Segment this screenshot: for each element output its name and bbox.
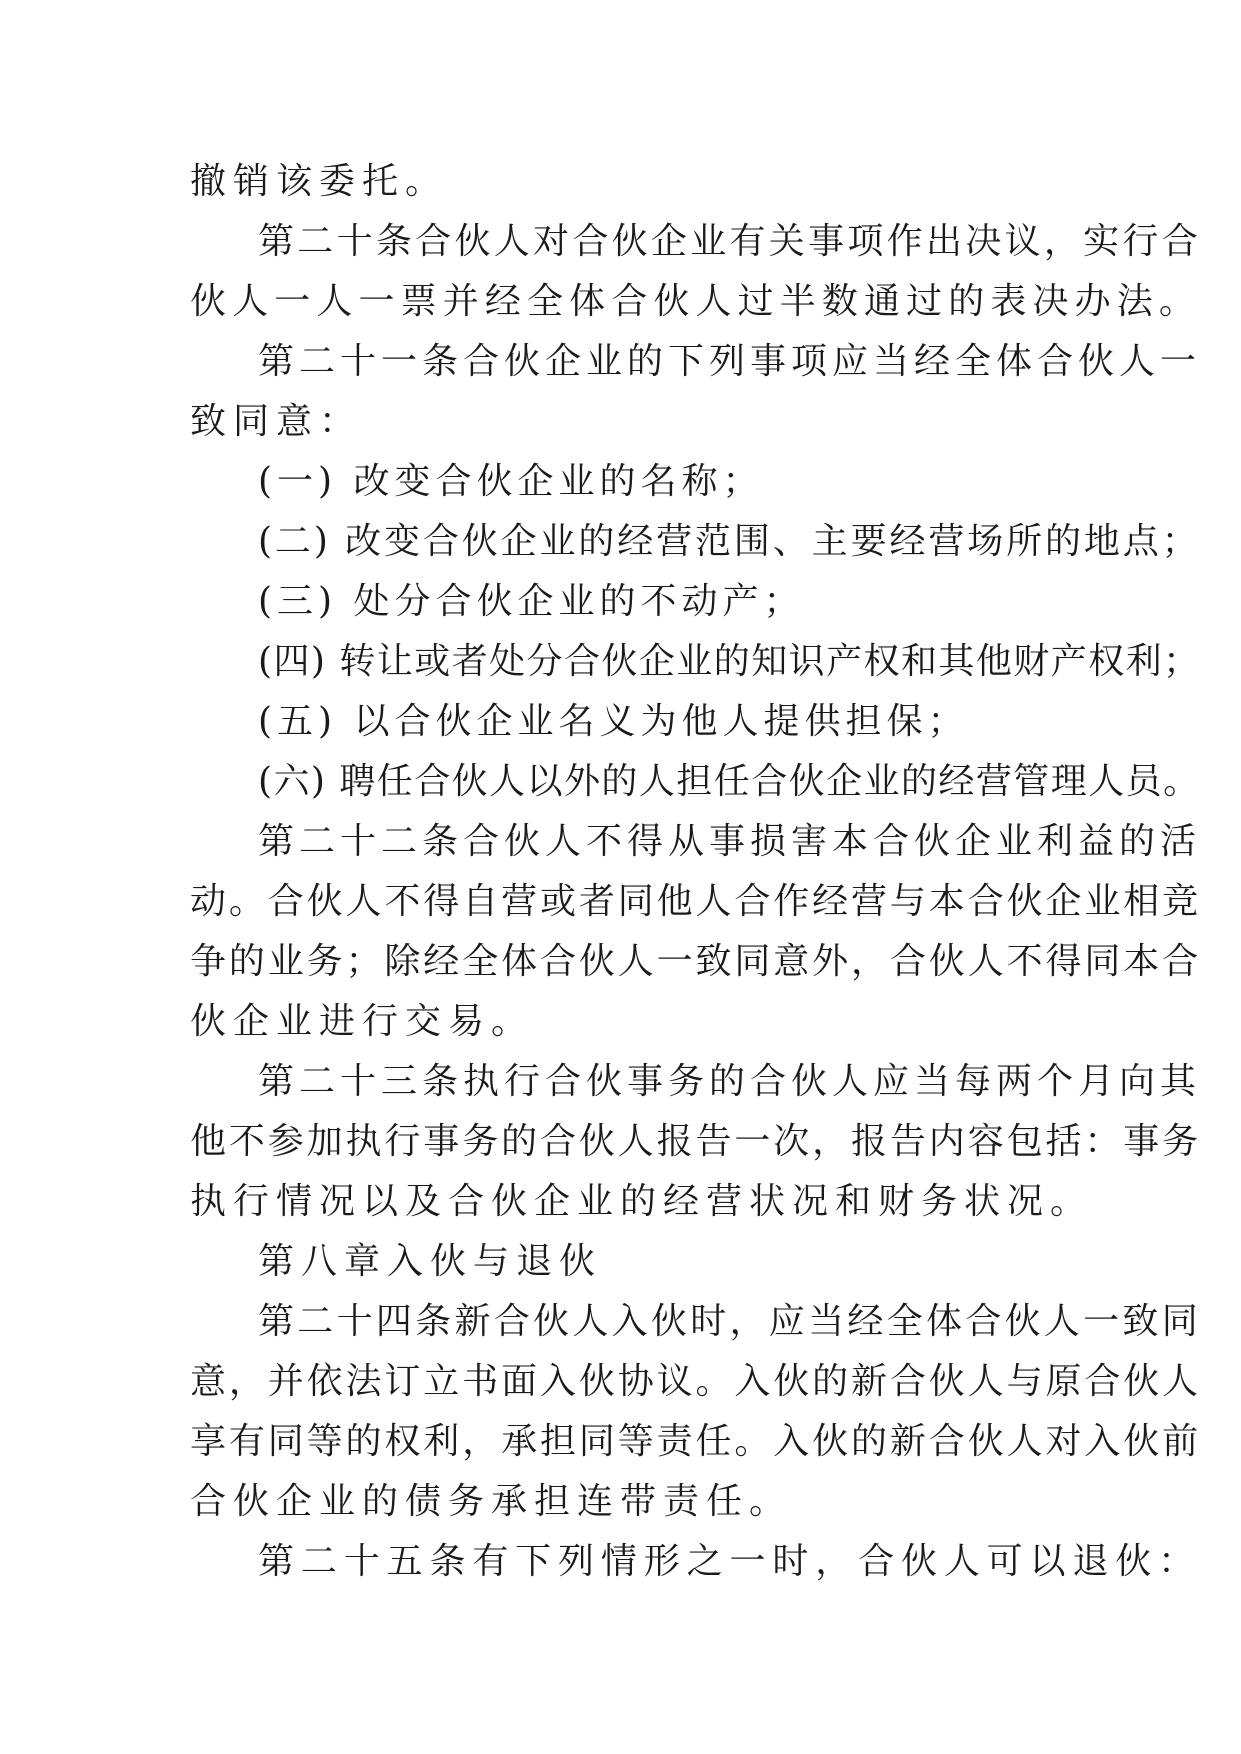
article-24-line-1: 第二十四条新合伙人入伙时，应当经全体合伙人一致同 [258,1301,1202,1342]
list-item-1: (一) 改变合伙企业的名称； [258,461,764,502]
list-item-5: (五) 以合伙企业名义为他人提供担保； [258,701,969,742]
list-item-3: (三) 处分合伙企业的不动产； [258,581,805,622]
article-23-line-3: 执行情况以及合伙企业的经营状况和财务状况。 [190,1181,1094,1222]
article-24-line-3: 享有同等的权利，承担同等责任。入伙的新合伙人对入伙前 [190,1421,1202,1462]
chapter-8-heading: 第八章入伙与退伙 [258,1241,603,1282]
article-20-line-2: 伙人一人一票并经全体合伙人过半数通过的表决办法。 [190,281,1202,322]
article-24-line-2: 意，并依法订立书面入伙协议。入伙的新合伙人与原合伙人 [190,1361,1202,1402]
article-23-line-2: 他不参加执行事务的合伙人报告一次，报告内容包括：事务 [190,1121,1202,1162]
list-item-6: (六) 聘任合伙人以外的人担任合伙企业的经营管理人员。 [258,761,1201,802]
article-22-line-3: 争的业务；除经全体合伙人一致同意外，合伙人不得同本合 [190,941,1202,982]
article-25-line-1: 第二十五条有下列情形之一时，合伙人可以退伙： [258,1541,1202,1582]
article-21-line-2: 致同意： [190,401,363,442]
article-24-line-4: 合伙企业的债务承担连带责任。 [190,1481,793,1522]
article-21-line-1: 第二十一条合伙企业的下列事项应当经全体合伙人一 [258,341,1202,382]
list-item-2: (二) 改变合伙企业的经营范围、主要经营场所的地点； [258,521,1201,562]
list-item-4: (四) 转让或者处分合伙企业的知识产权和其他财产权利； [258,641,1201,682]
article-20-line-1: 第二十条合伙人对合伙企业有关事项作出决议，实行合 [258,221,1202,262]
article-22-line-2: 动。合伙人不得自营或者同他人合作经营与本合伙企业相竞 [190,881,1202,922]
article-23-line-1: 第二十三条执行合伙事务的合伙人应当每两个月向其 [258,1061,1202,1102]
text-line: 撤销该委托。 [190,161,449,202]
article-22-line-4: 伙企业进行交易。 [190,1001,535,1042]
article-22-line-1: 第二十二条合伙人不得从事损害本合伙企业利益的活 [258,821,1202,862]
